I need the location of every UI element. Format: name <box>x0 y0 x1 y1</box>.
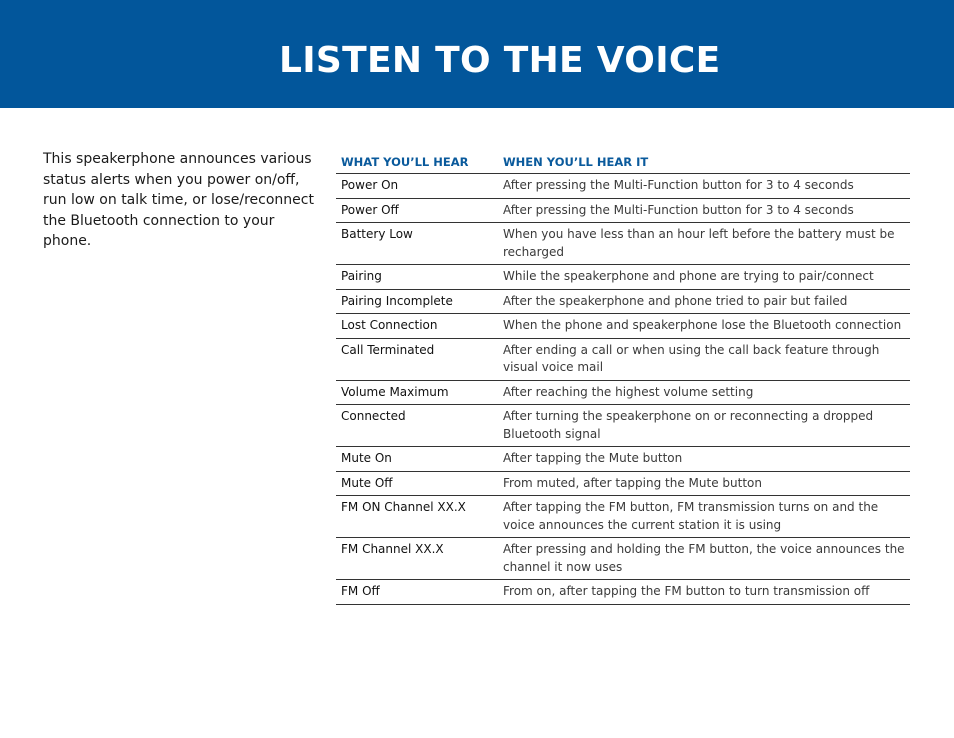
voice-prompt: Pairing Incomplete <box>336 289 498 314</box>
table-row <box>336 174 910 199</box>
table-row <box>336 265 910 290</box>
prompt-condition: After pressing the Multi-Function button for 3 to 4 seconds <box>498 174 910 199</box>
table-row <box>336 380 910 405</box>
prompt-condition: After turning the speakerphone on or reconnecting a dropped Bluetooth signal <box>498 405 910 447</box>
voice-prompts-table <box>336 152 910 605</box>
table-row <box>336 223 910 265</box>
table-row <box>336 314 910 339</box>
prompt-condition: When the phone and speakerphone lose the Bluetooth connection <box>498 314 910 339</box>
prompt-condition: After the speakerphone and phone tried to pair but failed <box>498 289 910 314</box>
voice-prompt: Lost Connection <box>336 314 498 339</box>
voice-prompt: FM ON Channel XX.X <box>336 496 498 538</box>
voice-prompt: Battery Low <box>336 223 498 265</box>
prompt-condition: When you have less than an hour left before the battery must be recharged <box>498 223 910 265</box>
header-band <box>0 0 954 108</box>
table-row <box>336 338 910 380</box>
prompt-condition: After reaching the highest volume setting <box>498 380 910 405</box>
column-header-what: WHAT YOU’LL HEAR <box>336 152 498 174</box>
prompt-condition: From muted, after tapping the Mute button <box>498 471 910 496</box>
prompt-condition: After ending a call or when using the call back feature through visual voice mail <box>498 338 910 380</box>
voice-prompt: FM Off <box>336 580 498 605</box>
table-row <box>336 447 910 472</box>
table-row <box>336 289 910 314</box>
voice-prompt: Mute On <box>336 447 498 472</box>
table-row <box>336 405 910 447</box>
voice-prompt: Mute Off <box>336 471 498 496</box>
prompt-condition: After pressing the Multi-Function button for 3 to 4 seconds <box>498 198 910 223</box>
prompt-condition: After tapping the FM button, FM transmission turns on and the voice announces the current station it is using <box>498 496 910 538</box>
table-header-row <box>336 152 910 174</box>
table-row <box>336 538 910 580</box>
table-row <box>336 198 910 223</box>
table-row <box>336 580 910 605</box>
prompt-condition: While the speakerphone and phone are trying to pair/connect <box>498 265 910 290</box>
prompt-condition: After pressing and holding the FM button, the voice announces the channel it now uses <box>498 538 910 580</box>
voice-prompt: Power On <box>336 174 498 199</box>
table-row <box>336 496 910 538</box>
voice-prompt: Power Off <box>336 198 498 223</box>
voice-prompt: Pairing <box>336 265 498 290</box>
voice-prompt: Volume Maximum <box>336 380 498 405</box>
voice-prompt: Connected <box>336 405 498 447</box>
column-header-when: WHEN YOU’LL HEAR IT <box>498 152 910 174</box>
intro-paragraph: This speakerphone announces various status alerts when you power on/off, run low on talk time, or lose/reconnect the Bluetooth connection to your phone. <box>43 151 314 249</box>
prompt-condition: After tapping the Mute button <box>498 447 910 472</box>
page-title: LISTEN TO THE VOICE <box>279 40 721 81</box>
voice-prompt: FM Channel XX.X <box>336 538 498 580</box>
prompt-condition: From on, after tapping the FM button to turn transmission off <box>498 580 910 605</box>
voice-prompt: Call Terminated <box>336 338 498 380</box>
table-row <box>336 471 910 496</box>
